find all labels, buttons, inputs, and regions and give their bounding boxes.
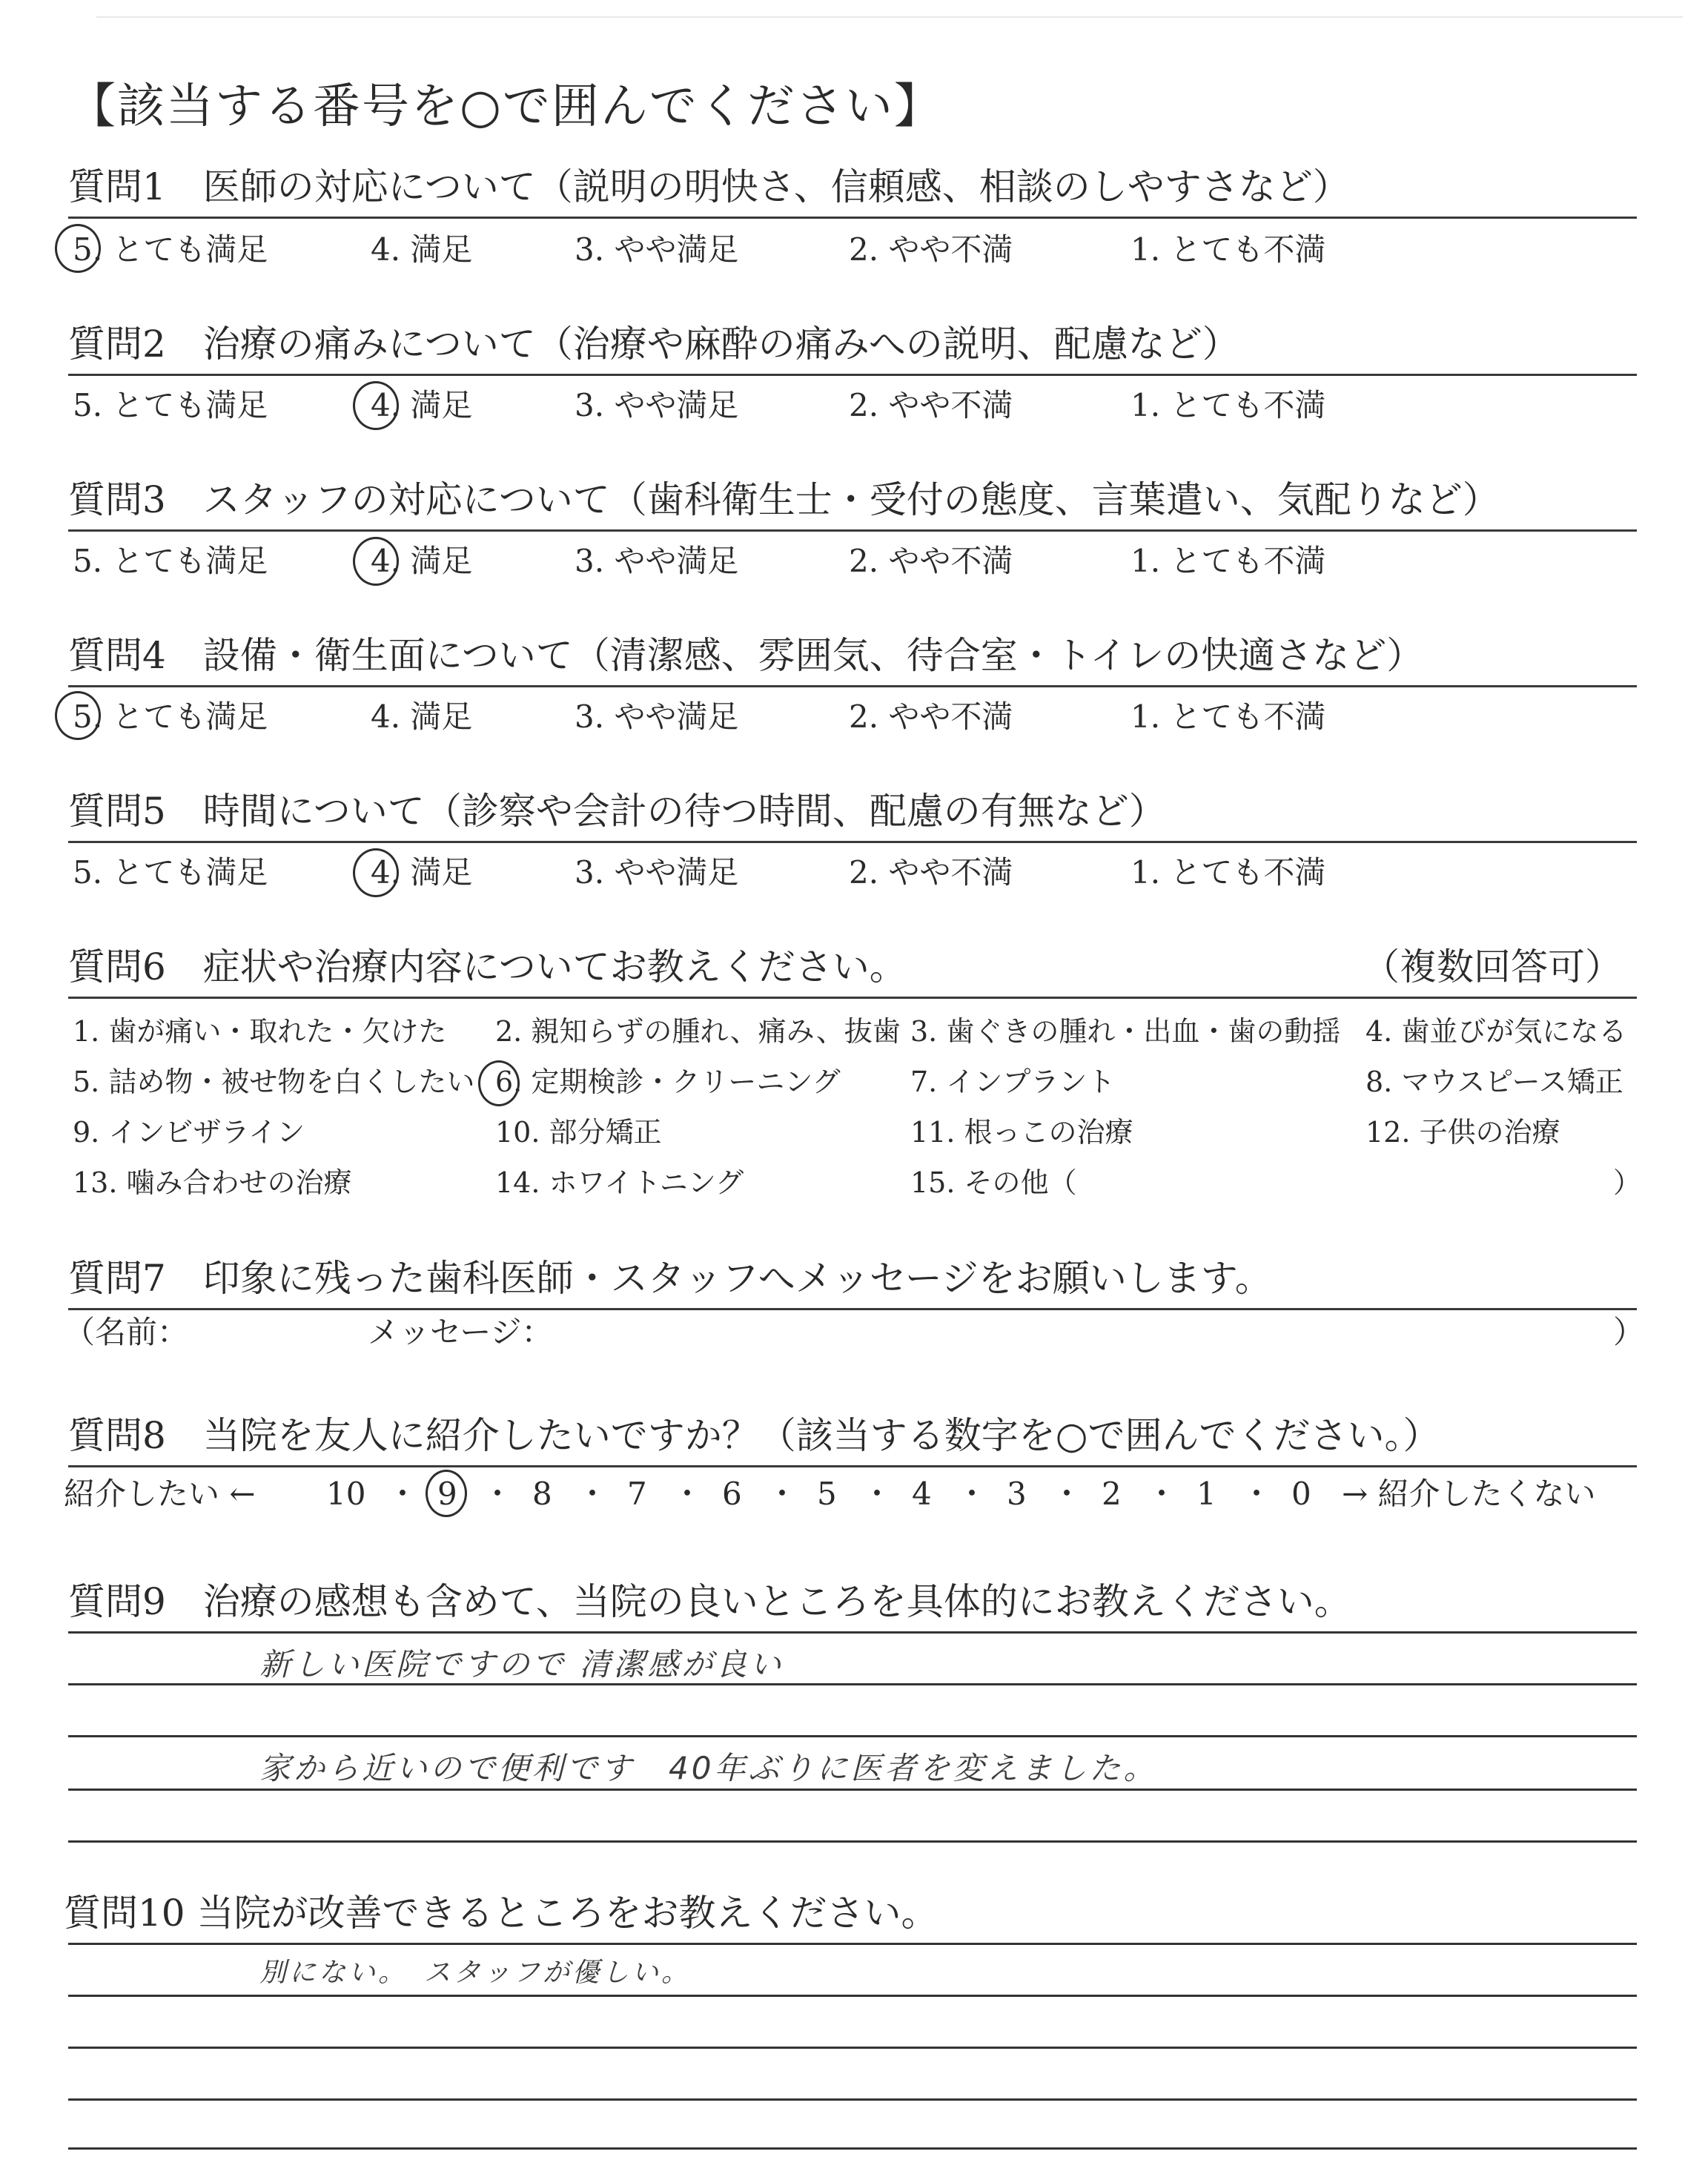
q2-option-1[interactable]: 1. とても不満: [1131, 387, 1326, 423]
q8-scale-1[interactable]: 1: [1196, 1476, 1217, 1512]
q9-handwritten-answer-1: 新しい医院ですので 清潔感が良い: [259, 1646, 784, 1682]
question-6-rule: [68, 997, 1637, 999]
q6-option-1[interactable]: 1. 歯が痛い・取れた・欠けた: [73, 1015, 447, 1048]
q6-option-12[interactable]: 12. 子供の治療: [1366, 1116, 1560, 1149]
q2-selected-circle: [353, 381, 399, 430]
q4-option-3[interactable]: 3. やや満足: [575, 698, 739, 735]
q10-line: [68, 2047, 1637, 2049]
q8-scale-dot: ・: [387, 1476, 419, 1512]
q8-scale-dot: ・: [482, 1476, 514, 1512]
question-7-rule: [68, 1308, 1637, 1310]
form-title: 【該当する番号を○で囲んでください】: [68, 79, 943, 134]
q8-scale-9[interactable]: 9: [437, 1476, 457, 1512]
q4-option-4[interactable]: 4. 満足: [371, 698, 473, 735]
q6-option-15[interactable]: 15. その他（: [910, 1166, 1077, 1199]
q10-line: [68, 1943, 1637, 1945]
question-8-heading: 質問8 当院を友人に紹介したいですか？（該当する数字を○で囲んでください。）: [68, 1414, 1440, 1457]
q7-close-paren: ）: [1613, 1314, 1645, 1350]
q6-option-4[interactable]: 4. 歯並びが気になる: [1366, 1015, 1627, 1048]
q3-selected-circle: [353, 537, 399, 586]
q6-option-10[interactable]: 10. 部分矯正: [495, 1116, 662, 1149]
q9-line: [68, 1631, 1637, 1634]
q7-name-label: （名前：: [64, 1314, 189, 1350]
q6-option-3[interactable]: 3. 歯ぐきの腫れ・出血・歯の動揺: [910, 1015, 1341, 1048]
q5-option-5[interactable]: 5. とても満足: [73, 854, 268, 891]
q1-selected-circle: [55, 224, 101, 273]
q8-right-label: → 紹介したくない: [1342, 1476, 1596, 1512]
q8-scale-dot: ・: [1241, 1476, 1273, 1512]
q3-option-5[interactable]: 5. とても満足: [73, 543, 268, 579]
q8-scale-dot: ・: [861, 1476, 893, 1512]
q5-option-1[interactable]: 1. とても不満: [1131, 854, 1326, 891]
q2-option-3[interactable]: 3. やや満足: [575, 387, 739, 423]
q4-option-2[interactable]: 2. やや不満: [849, 698, 1013, 735]
q4-selected-circle: [55, 691, 101, 740]
q8-scale-6[interactable]: 6: [722, 1476, 742, 1512]
q8-scale-3[interactable]: 3: [1007, 1476, 1027, 1512]
q8-scale-10[interactable]: 10: [326, 1476, 366, 1512]
question-9-heading: 質問9 治療の感想も含めて、当院の良いところを具体的にお教えください。: [68, 1580, 1351, 1623]
q8-scale-dot: ・: [1146, 1476, 1178, 1512]
q4-option-1[interactable]: 1. とても不満: [1131, 698, 1326, 735]
q5-selected-circle: [353, 848, 399, 897]
q8-scale-dot: ・: [577, 1476, 609, 1512]
q10-line: [68, 2147, 1637, 2150]
q7-message-label: メッセージ：: [368, 1314, 553, 1350]
q2-option-5[interactable]: 5. とても満足: [73, 387, 268, 423]
q6-option-14[interactable]: 14. ホワイトニング: [495, 1166, 744, 1199]
q4-option-5[interactable]: 5. とても満足: [73, 698, 268, 735]
q1-option-1[interactable]: 1. とても不満: [1131, 231, 1326, 268]
q6-option-8[interactable]: 8. マウスピース矯正: [1366, 1066, 1623, 1098]
q1-option-2[interactable]: 2. やや不満: [849, 231, 1013, 268]
q1-option-5[interactable]: 5. とても満足: [73, 231, 268, 268]
question-3-heading: 質問3 スタッフの対応について（歯科衛生士・受付の態度、言葉遣い、気配りなど）: [68, 478, 1500, 521]
q6-selected-circle: [478, 1060, 520, 1106]
q6-option-2[interactable]: 2. 親知らずの腫れ、痛み、抜歯: [495, 1015, 901, 1048]
question-5-heading: 質問5 時間について（診察や会計の待つ時間、配慮の有無など）: [68, 790, 1166, 833]
q8-scale-8[interactable]: 8: [532, 1476, 552, 1512]
q3-option-2[interactable]: 2. やや不満: [849, 543, 1013, 579]
q3-option-1[interactable]: 1. とても不満: [1131, 543, 1326, 579]
q8-scale-0[interactable]: 0: [1291, 1476, 1311, 1512]
question-2-heading: 質問2 治療の痛みについて（治療や麻酔の痛みへの説明、配慮など）: [68, 323, 1239, 366]
q8-scale-2[interactable]: 2: [1102, 1476, 1122, 1512]
q10-line: [68, 1995, 1637, 1997]
q6-option-7[interactable]: 7. インプラント: [910, 1066, 1116, 1098]
q3-option-3[interactable]: 3. やや満足: [575, 543, 739, 579]
q8-left-label: 紹介したい ←: [64, 1476, 256, 1512]
question-10-heading: 質問10 当院が改善できるところをお教えください。: [64, 1892, 939, 1935]
question-3-rule: [68, 529, 1637, 532]
question-1-heading: 質問1 医師の対応について（説明の明快さ、信頼感、相談のしやすさなど）: [68, 165, 1350, 208]
q8-scale-7[interactable]: 7: [627, 1476, 647, 1512]
q6-option-11[interactable]: 11. 根っこの治療: [910, 1116, 1133, 1149]
q1-option-4[interactable]: 4. 満足: [371, 231, 473, 268]
question-7-heading: 質問7 印象に残った歯科医師・スタッフへメッセージをお願いします。: [68, 1257, 1272, 1300]
q3-option-4[interactable]: 4. 満足: [371, 543, 473, 579]
q8-scale-dot: ・: [956, 1476, 988, 1512]
q2-option-2[interactable]: 2. やや不満: [849, 387, 1013, 423]
q10-line: [68, 2098, 1637, 2101]
question-6-note: （複数回答可）: [1363, 945, 1622, 988]
question-8-rule: [68, 1465, 1637, 1467]
question-5-rule: [68, 841, 1637, 843]
q6-option-13[interactable]: 13. 噛み合わせの治療: [73, 1166, 352, 1199]
q6-option-9[interactable]: 9. インビザライン: [73, 1116, 305, 1149]
q6-option-5[interactable]: 5. 詰め物・被せ物を白くしたい: [73, 1066, 475, 1098]
q8-scale-4[interactable]: 4: [912, 1476, 932, 1512]
q5-option-3[interactable]: 3. やや満足: [575, 854, 739, 891]
question-2-rule: [68, 374, 1637, 376]
q6-other-close-paren: ）: [1613, 1166, 1642, 1199]
q5-option-4[interactable]: 4. 満足: [371, 854, 473, 891]
q9-line: [68, 1789, 1637, 1791]
q2-option-4[interactable]: 4. 満足: [371, 387, 473, 423]
q9-line: [68, 1735, 1637, 1737]
q8-scale-5[interactable]: 5: [817, 1476, 837, 1512]
q8-scale-dot: ・: [767, 1476, 798, 1512]
q8-scale-dot: ・: [1051, 1476, 1083, 1512]
q9-handwritten-answer-2: 家から近いので便利です 40年ぶりに医者を変えました。: [259, 1750, 1158, 1786]
q6-option-6[interactable]: 6. 定期検診・クリーニング: [495, 1066, 841, 1098]
question-4-heading: 質問4 設備・衛生面について（清潔感、雰囲気、待合室・トイレの快適さなど）: [68, 634, 1424, 677]
scan-edge-line: [96, 16, 1683, 18]
q8-scale-dot: ・: [672, 1476, 704, 1512]
q10-handwritten-answer: 別にない。 スタッフが優しい。: [259, 1958, 692, 1988]
question-4-rule: [68, 685, 1637, 687]
q8-selected-circle: [426, 1470, 467, 1517]
q9-line: [68, 1840, 1637, 1843]
question-6-heading: 質問6 症状や治療内容についてお教えください。: [68, 945, 907, 988]
q1-option-3[interactable]: 3. やや満足: [575, 231, 739, 268]
q5-option-2[interactable]: 2. やや不満: [849, 854, 1013, 891]
question-1-rule: [68, 217, 1637, 219]
